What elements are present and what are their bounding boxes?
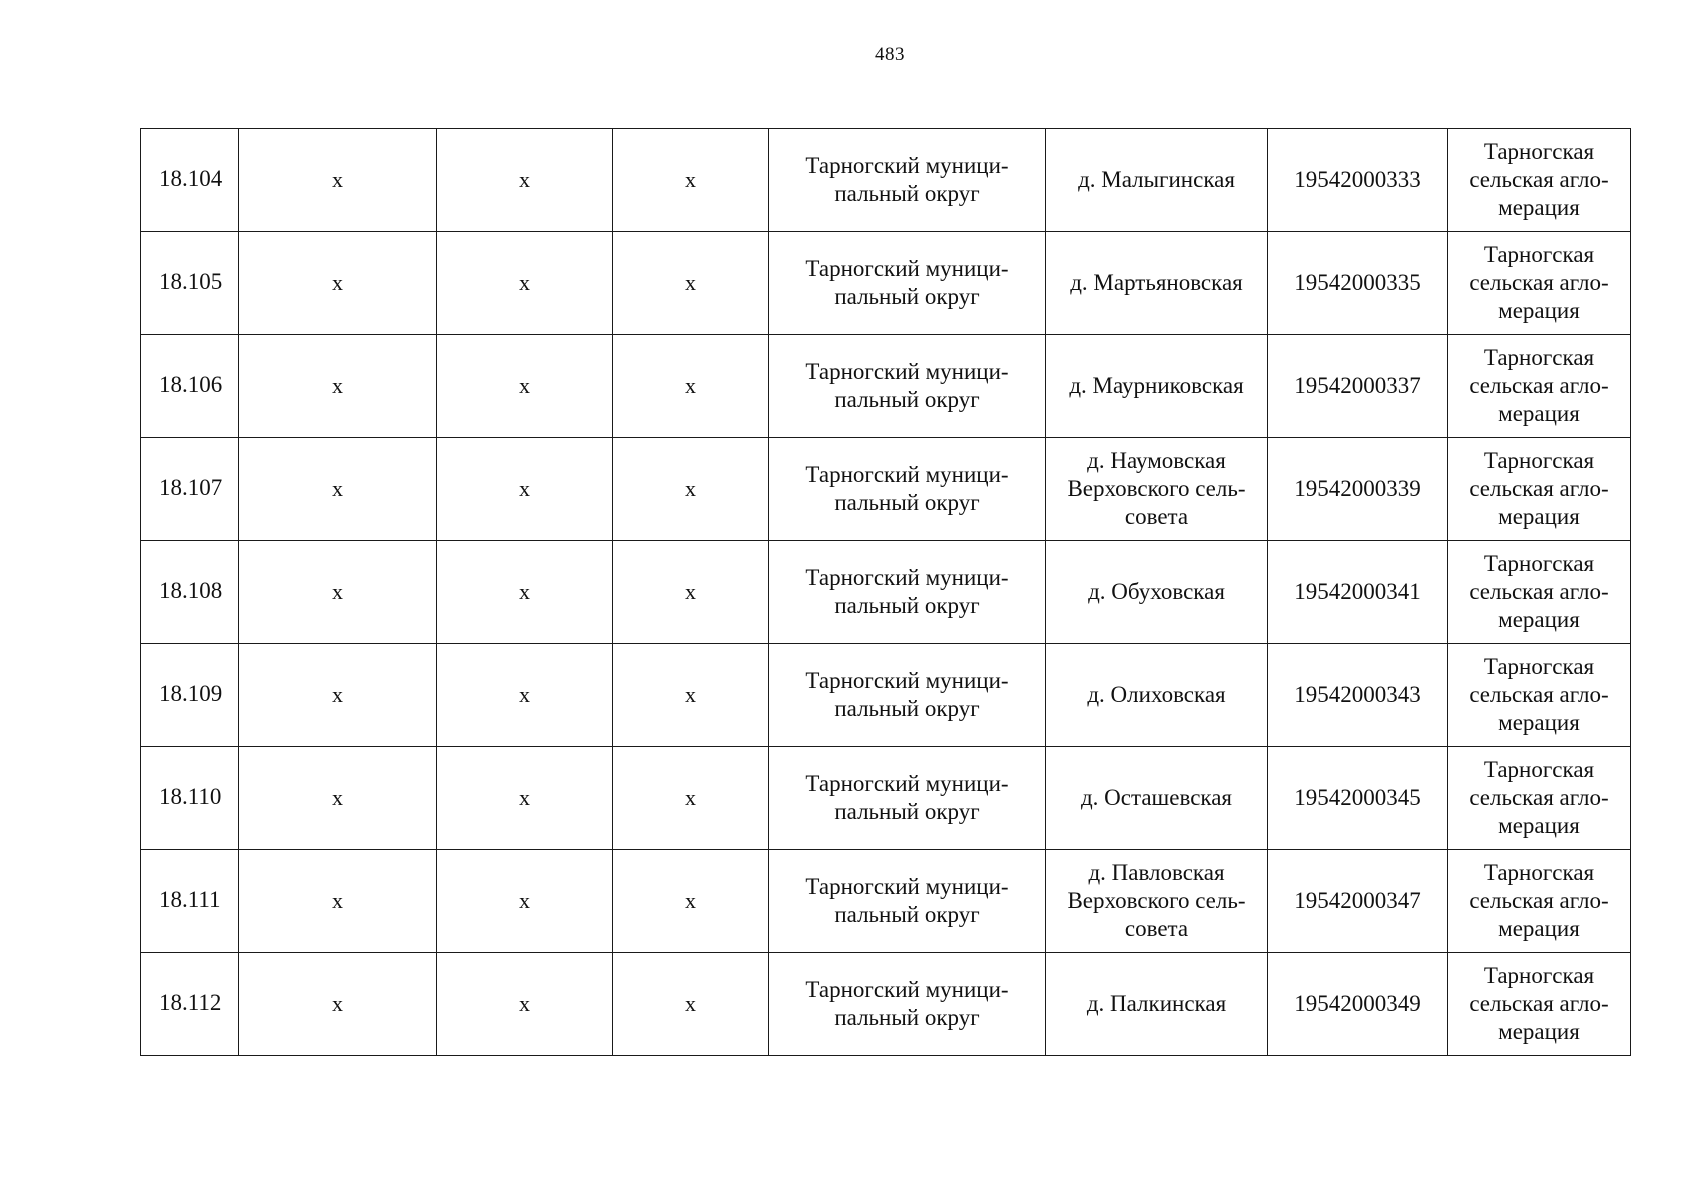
code-cell: 19542000345 <box>1268 747 1448 850</box>
code-cell: 19542000337 <box>1268 335 1448 438</box>
settlement-cell <box>1046 438 1268 541</box>
settlement-cell <box>1046 335 1268 438</box>
column-2-cell: х <box>239 541 437 644</box>
row-number-cell: 18.106 <box>141 335 239 438</box>
column-2-cell: х <box>239 335 437 438</box>
settlement-cell <box>1046 232 1268 335</box>
code-cell: 19542000343 <box>1268 644 1448 747</box>
row-number-cell: 18.111 <box>141 850 239 953</box>
table-row <box>141 541 1631 644</box>
column-3-cell: х <box>437 232 613 335</box>
column-2-cell: х <box>239 644 437 747</box>
column-3-cell: х <box>437 438 613 541</box>
district-cell <box>769 644 1046 747</box>
table-row <box>141 953 1631 1056</box>
district-cell <box>769 850 1046 953</box>
column-4-cell: х <box>613 232 769 335</box>
district-cell <box>769 747 1046 850</box>
column-2-cell: х <box>239 232 437 335</box>
code-cell: 19542000339 <box>1268 438 1448 541</box>
agglomeration-text: Тарногская сельская агло- мерация <box>1469 448 1609 529</box>
settlement-cell <box>1046 850 1268 953</box>
page-number: 483 <box>875 44 905 65</box>
table-row <box>141 850 1631 953</box>
column-4-cell: х <box>613 541 769 644</box>
column-4-cell: х <box>613 644 769 747</box>
column-4-cell: х <box>613 335 769 438</box>
column-4-cell: х <box>613 747 769 850</box>
district-cell <box>769 953 1046 1056</box>
agglomeration-cell <box>1448 850 1631 953</box>
district-text: Тарногский муници- пальный округ <box>805 874 1009 927</box>
table-row <box>141 438 1631 541</box>
column-2-cell: х <box>239 129 437 232</box>
agglomeration-text: Тарногская сельская агло- мерация <box>1469 139 1609 220</box>
column-3-cell: х <box>437 644 613 747</box>
settlements-table <box>140 128 1631 1056</box>
agglomeration-text: Тарногская сельская агло- мерация <box>1469 242 1609 323</box>
column-2-cell: х <box>239 850 437 953</box>
column-3-cell: х <box>437 541 613 644</box>
column-3-cell: х <box>437 747 613 850</box>
row-number-cell: 18.110 <box>141 747 239 850</box>
row-number-cell: 18.112 <box>141 953 239 1056</box>
agglomeration-text: Тарногская сельская агло- мерация <box>1469 963 1609 1044</box>
settlement-text: д. Малыгинская <box>1078 167 1235 192</box>
row-number-cell: 18.104 <box>141 129 239 232</box>
row-number-cell: 18.109 <box>141 644 239 747</box>
agglomeration-cell <box>1448 747 1631 850</box>
district-cell <box>769 232 1046 335</box>
settlement-text: д. Маурниковская <box>1069 373 1244 398</box>
settlement-cell <box>1046 644 1268 747</box>
agglomeration-cell <box>1448 232 1631 335</box>
settlement-text: д. Олиховская <box>1087 682 1226 707</box>
settlement-cell <box>1046 129 1268 232</box>
code-cell: 19542000333 <box>1268 129 1448 232</box>
district-cell <box>769 129 1046 232</box>
district-cell <box>769 438 1046 541</box>
column-4-cell: х <box>613 438 769 541</box>
column-4-cell: х <box>613 850 769 953</box>
column-2-cell: х <box>239 747 437 850</box>
agglomeration-cell <box>1448 953 1631 1056</box>
agglomeration-cell <box>1448 644 1631 747</box>
settlement-text: д. Обуховская <box>1088 579 1225 604</box>
district-text: Тарногский муници- пальный округ <box>805 462 1009 515</box>
table-row <box>141 335 1631 438</box>
table-body <box>141 129 1631 1056</box>
table-row <box>141 644 1631 747</box>
settlement-cell <box>1046 747 1268 850</box>
settlement-cell <box>1046 541 1268 644</box>
district-text: Тарногский муници- пальный округ <box>805 977 1009 1030</box>
district-text: Тарногский муници- пальный округ <box>805 565 1009 618</box>
agglomeration-cell <box>1448 541 1631 644</box>
code-cell: 19542000335 <box>1268 232 1448 335</box>
column-3-cell: х <box>437 129 613 232</box>
row-number-cell: 18.107 <box>141 438 239 541</box>
agglomeration-text: Тарногская сельская агло- мерация <box>1469 345 1609 426</box>
column-3-cell: х <box>437 850 613 953</box>
row-number-cell: 18.108 <box>141 541 239 644</box>
settlement-text: д. Павловская Верховского сель- совета <box>1067 860 1246 941</box>
settlement-text: д. Осташевская <box>1080 785 1233 810</box>
settlement-text: д. Наумовская Верховского сель- совета <box>1067 448 1246 529</box>
district-text: Тарногский муници- пальный округ <box>805 153 1009 206</box>
table-row <box>141 129 1631 232</box>
agglomeration-cell <box>1448 438 1631 541</box>
district-text: Тарногский муници- пальный округ <box>805 359 1009 412</box>
agglomeration-text: Тарногская сельская агло- мерация <box>1469 654 1609 735</box>
agglomeration-text: Тарногская сельская агло- мерация <box>1469 860 1609 941</box>
district-cell <box>769 335 1046 438</box>
table-row <box>141 747 1631 850</box>
settlement-cell <box>1046 953 1268 1056</box>
code-cell: 19542000341 <box>1268 541 1448 644</box>
agglomeration-cell <box>1448 129 1631 232</box>
district-text: Тарногский муници- пальный округ <box>805 771 1009 824</box>
column-3-cell: х <box>437 953 613 1056</box>
district-text: Тарногский муници- пальный округ <box>805 256 1009 309</box>
table-row <box>141 232 1631 335</box>
district-cell <box>769 541 1046 644</box>
column-4-cell: х <box>613 953 769 1056</box>
row-number-cell: 18.105 <box>141 232 239 335</box>
settlement-text: д. Палкинская <box>1086 991 1227 1016</box>
column-4-cell: х <box>613 129 769 232</box>
district-text: Тарногский муници- пальный округ <box>805 668 1009 721</box>
settlement-text: д. Мартьяновская <box>1070 270 1243 295</box>
agglomeration-text: Тарногская сельская агло- мерация <box>1469 551 1609 632</box>
code-cell: 19542000349 <box>1268 953 1448 1056</box>
column-2-cell: х <box>239 438 437 541</box>
agglomeration-text: Тарногская сельская агло- мерация <box>1469 757 1609 838</box>
column-3-cell: х <box>437 335 613 438</box>
code-cell: 19542000347 <box>1268 850 1448 953</box>
agglomeration-cell <box>1448 335 1631 438</box>
column-2-cell: х <box>239 953 437 1056</box>
